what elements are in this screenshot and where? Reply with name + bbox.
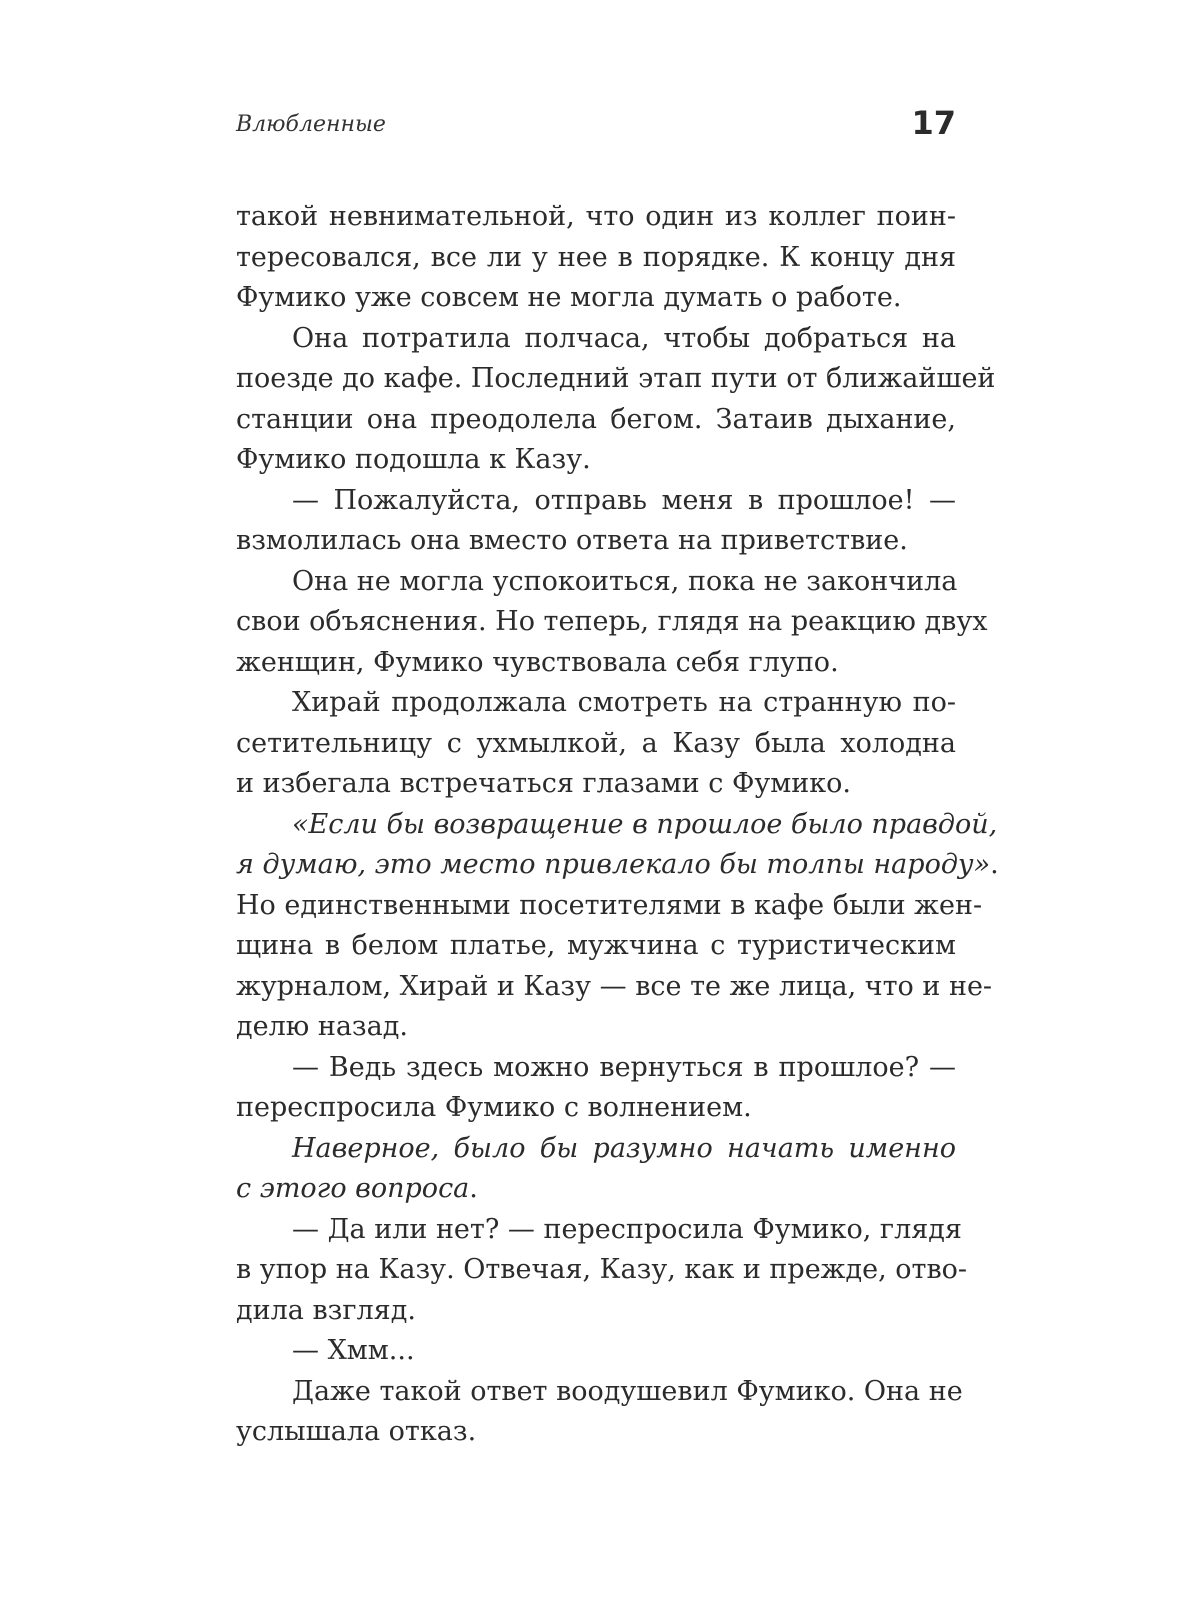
text-line: станции она преодолела бегом. Затаив дыхание, xyxy=(236,403,956,435)
page-number: 17 xyxy=(911,104,956,142)
text-line: Фумико подошла к Казу. xyxy=(236,444,591,475)
text-line: женщин, Фумико чувствовала себя глупо. xyxy=(236,646,839,678)
text-line: взмолилась она вместо ответа на приветствие. xyxy=(236,525,908,556)
text-line: Она не могла успокоиться, пока не закончила xyxy=(292,565,958,597)
text-line: дила взгляд. xyxy=(236,1294,416,1326)
text-line: услышала отказ. xyxy=(236,1416,477,1447)
dialogue-line: — Ведь здесь можно вернуться в прошлое? — xyxy=(292,1051,956,1083)
running-head xyxy=(236,106,956,150)
italic-thought-line: я думаю, это место привлекало бы толпы народу». xyxy=(236,849,999,880)
text-line: и избегала встречаться глазами с Фумико. xyxy=(236,768,851,799)
text-line: в упор на Казу. Отвечая, Казу, как и прежде, отво- xyxy=(236,1254,968,1285)
text-line: Даже такой ответ воодушевил Фумико. Она не xyxy=(292,1375,963,1407)
italic-thought-line: с этого вопроса. xyxy=(236,1173,478,1204)
dialogue-line: — Пожалуйста, отправь меня в прошлое! — xyxy=(292,484,956,516)
text-line: щина в белом платье, мужчина с туристическим xyxy=(236,930,956,961)
text-line: Фумико уже совсем не могла думать о работе. xyxy=(236,282,902,313)
text-line: журналом, Хирай и Казу — все те же лица, что и не- xyxy=(236,970,993,1002)
dialogue-line: — Да или нет? — переспросила Фумико, глядя xyxy=(292,1213,962,1245)
body-text xyxy=(236,197,999,1453)
text-line: Но единственными посетителями в кафе были жен- xyxy=(236,889,983,921)
text-line: Хирай продолжала смотреть на странную по- xyxy=(292,687,956,718)
text-line: свои объяснения. Но теперь, глядя на реакцию двух xyxy=(236,606,988,637)
text-line: такой невнимательной, что один из коллег поин- xyxy=(236,201,956,232)
text-line: переспросила Фумико с волнением. xyxy=(236,1092,752,1123)
text-line: тересовался, все ли у нее в порядке. К концу дня xyxy=(236,241,956,273)
text-line: делю назад. xyxy=(236,1011,408,1042)
text-line: поезде до кафе. Последний этап пути от ближайшей xyxy=(236,363,996,394)
italic-thought-line: «Если бы возвращение в прошлое было правдой, xyxy=(292,808,998,840)
text-line: Она потратила полчаса, чтобы добраться на xyxy=(292,322,956,354)
text-line: сетительницу с ухмылкой, а Казу была холодна xyxy=(236,727,956,759)
dialogue-line: — Хмм... xyxy=(292,1335,415,1366)
italic-thought-line: Наверное, было бы разумно начать именно xyxy=(292,1132,956,1164)
chapter-title: Влюбленные xyxy=(236,112,386,137)
